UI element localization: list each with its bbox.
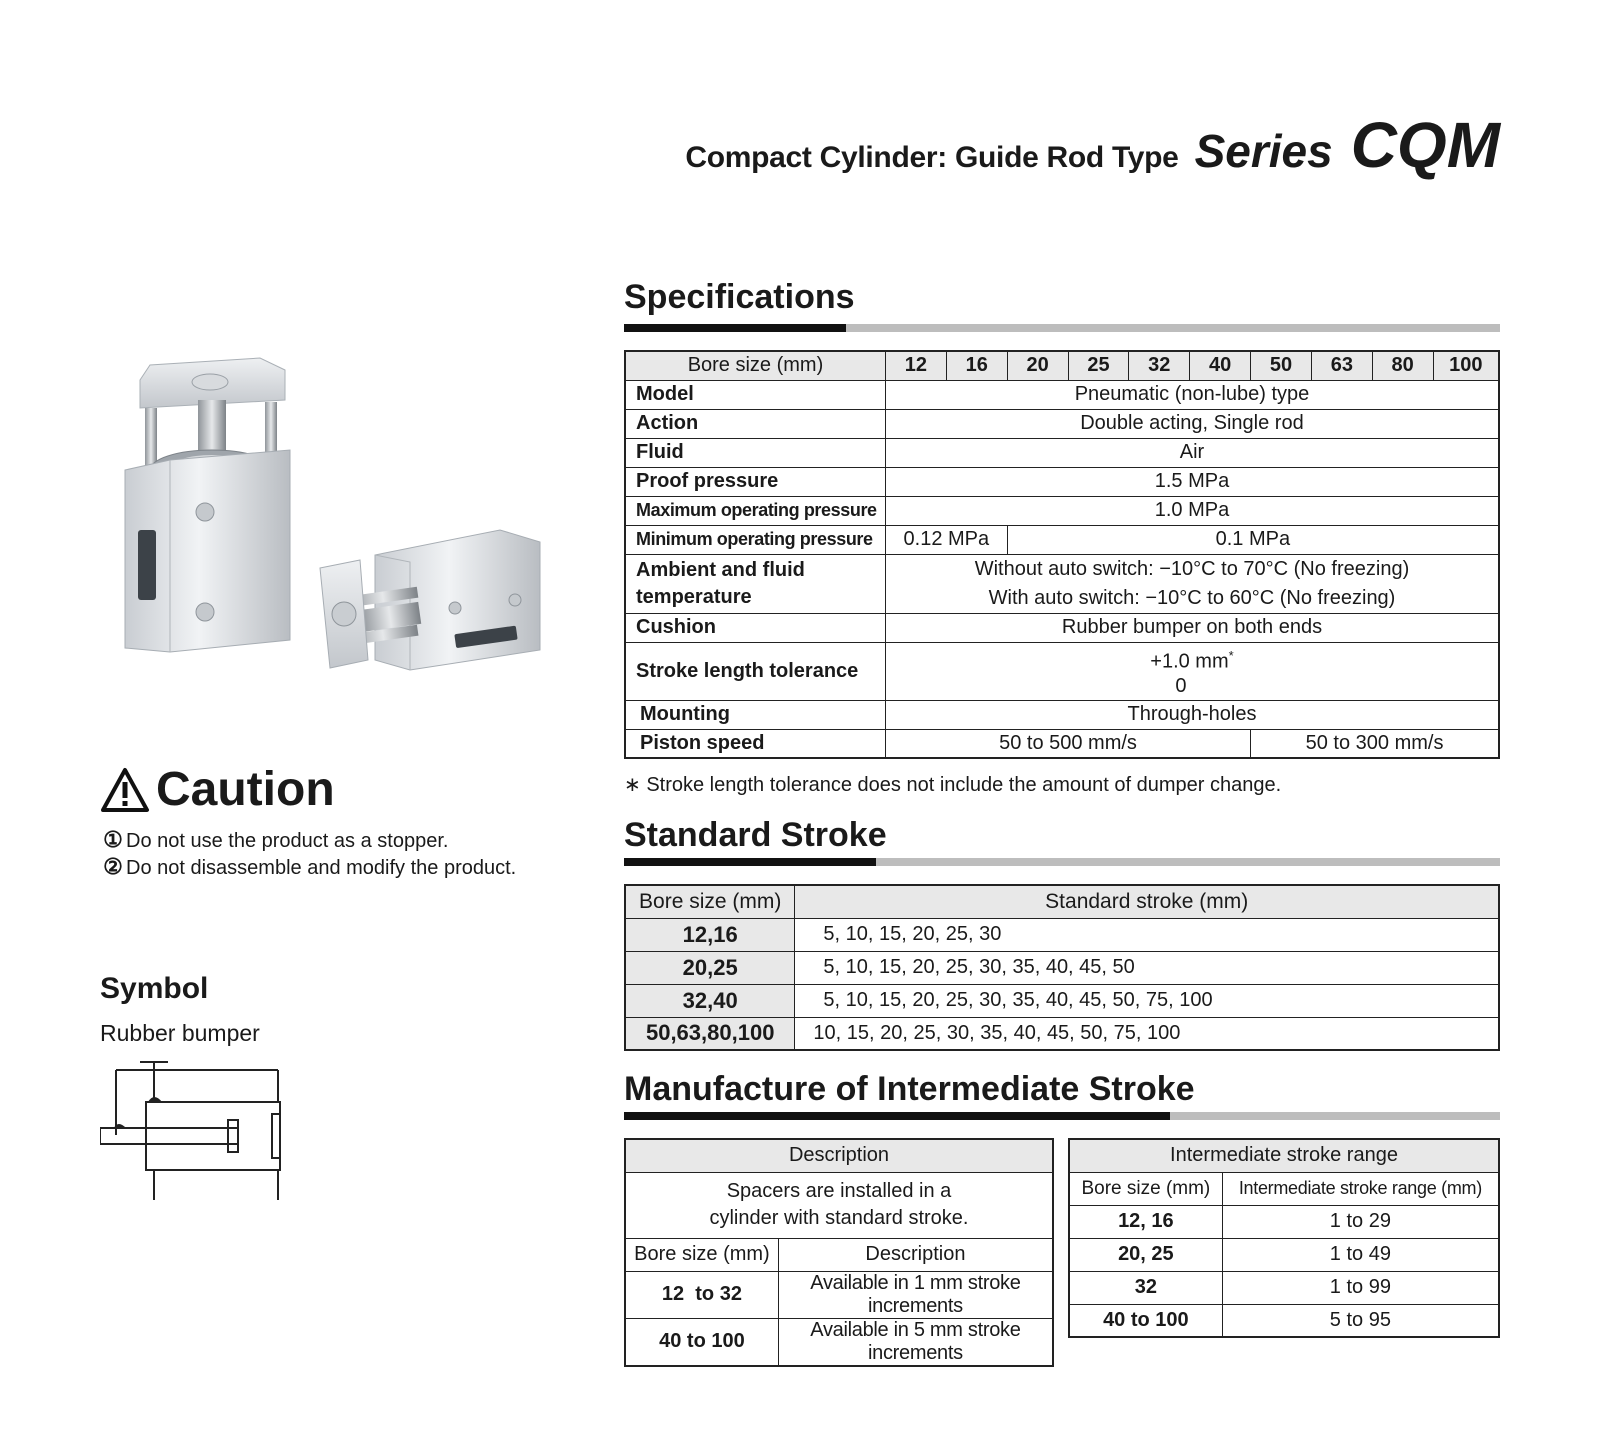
table-row: Intermediate stroke range xyxy=(1069,1139,1499,1172)
table-row: Model Pneumatic (non-lube) type xyxy=(625,380,1499,409)
table-row: 50,63,80,100 10, 15, 20, 25, 30, 35, 40, 45, 50, 75, 100 xyxy=(625,1017,1499,1050)
table-row: Cushion Rubber bumper on both ends xyxy=(625,613,1499,642)
page-header xyxy=(685,108,1500,182)
section-divider xyxy=(624,324,1500,332)
table-row: 32,40 5, 10, 15, 20, 25, 30, 35, 40, 45, 50, 75, 100 xyxy=(625,984,1499,1017)
table-row: Action Double acting, Single rod xyxy=(625,409,1499,438)
table-row: Maximum operating pressure 1.0 MPa xyxy=(625,496,1499,525)
table-row: Fluid Air xyxy=(625,438,1499,467)
specifications-footnote: ∗ Stroke length tolerance does not include the amount of dumper change. xyxy=(624,774,1282,796)
specifications-title: Specifications xyxy=(624,278,855,316)
page-subtitle: Compact Cylinder: Guide Rod Type xyxy=(685,141,1179,174)
series-label: Series xyxy=(1194,125,1333,177)
list-item: ② Do not disassemble and modify the product. xyxy=(103,854,517,879)
product-photo xyxy=(110,330,560,690)
table-row: 20,25 5, 10, 15, 20, 25, 30, 35, 40, 45, 50 xyxy=(625,951,1499,984)
caution-title: Caution xyxy=(100,762,516,817)
symbol-section xyxy=(100,972,260,1047)
section-divider xyxy=(624,858,1500,866)
table-row: Bore size (mm) Intermediate stroke range (mm) xyxy=(1069,1172,1499,1205)
bore-50: 50 xyxy=(1251,351,1312,380)
table-row: 12,16 5, 10, 15, 20, 25, 30 xyxy=(625,918,1499,951)
section-divider xyxy=(624,1112,1500,1120)
table-row: Bore size (mm) Description xyxy=(625,1238,1053,1271)
cylinder-symbol-diagram xyxy=(100,1060,300,1220)
bore-63: 63 xyxy=(1311,351,1372,380)
table-row: 20, 25 1 to 49 xyxy=(1069,1238,1499,1271)
bore-size-header: Bore size (mm) xyxy=(625,351,885,380)
standard-stroke-title: Standard Stroke xyxy=(624,816,887,854)
bore-25: 25 xyxy=(1068,351,1129,380)
bore-32: 32 xyxy=(1129,351,1190,380)
table-row: Minimum operating pressure 0.12 MPa 0.1 MPa xyxy=(625,525,1499,554)
caution-section xyxy=(100,762,516,881)
specifications-table xyxy=(624,350,1500,759)
table-row xyxy=(625,351,1499,380)
list-item: ① Do not use the product as a stopper. xyxy=(103,827,449,852)
series-model: CQM xyxy=(1350,109,1500,181)
intermediate-stroke-title: Manufacture of Intermediate Stroke xyxy=(624,1070,1195,1108)
symbol-title: Symbol xyxy=(100,972,209,1005)
table-row: Stroke length tolerance +1.0 mm* 0 xyxy=(625,642,1499,700)
bore-80: 80 xyxy=(1372,351,1433,380)
intermediate-description-table xyxy=(624,1138,1054,1367)
table-row: Mounting Through-holes xyxy=(625,700,1499,729)
table-row: Spacers are installed in a cylinder with standard stroke. xyxy=(625,1172,1053,1238)
bore-40: 40 xyxy=(1190,351,1251,380)
intermediate-range-table xyxy=(1068,1138,1500,1338)
table-row: 12, 16 1 to 29 xyxy=(1069,1205,1499,1238)
symbol-caption: Rubber bumper xyxy=(100,1020,260,1046)
table-row: 12 to 32 Available in 1 mm stroke increments xyxy=(625,1271,1053,1318)
table-row: Bore size (mm) Standard stroke (mm) xyxy=(625,885,1499,918)
table-row: Description xyxy=(625,1139,1053,1172)
bore-12: 12 xyxy=(885,351,946,380)
table-row: Proof pressure 1.5 MPa xyxy=(625,467,1499,496)
standard-stroke-table xyxy=(624,884,1500,1051)
table-row: 32 1 to 99 xyxy=(1069,1271,1499,1304)
table-row: 40 to 100 Available in 5 mm stroke increments xyxy=(625,1318,1053,1366)
table-row: 40 to 100 5 to 95 xyxy=(1069,1304,1499,1337)
bore-100: 100 xyxy=(1433,351,1499,380)
warning-icon xyxy=(100,767,150,813)
table-row: Piston speed 50 to 500 mm/s 50 to 300 mm/s xyxy=(625,729,1499,758)
caution-list xyxy=(100,827,516,881)
bore-16: 16 xyxy=(946,351,1007,380)
bore-20: 20 xyxy=(1007,351,1068,380)
table-row: Ambient and fluid temperature Without auto switch: −10°C to 70°C (No freezing) With auto switch: −10°C to 60°C (No freezing) xyxy=(625,554,1499,613)
